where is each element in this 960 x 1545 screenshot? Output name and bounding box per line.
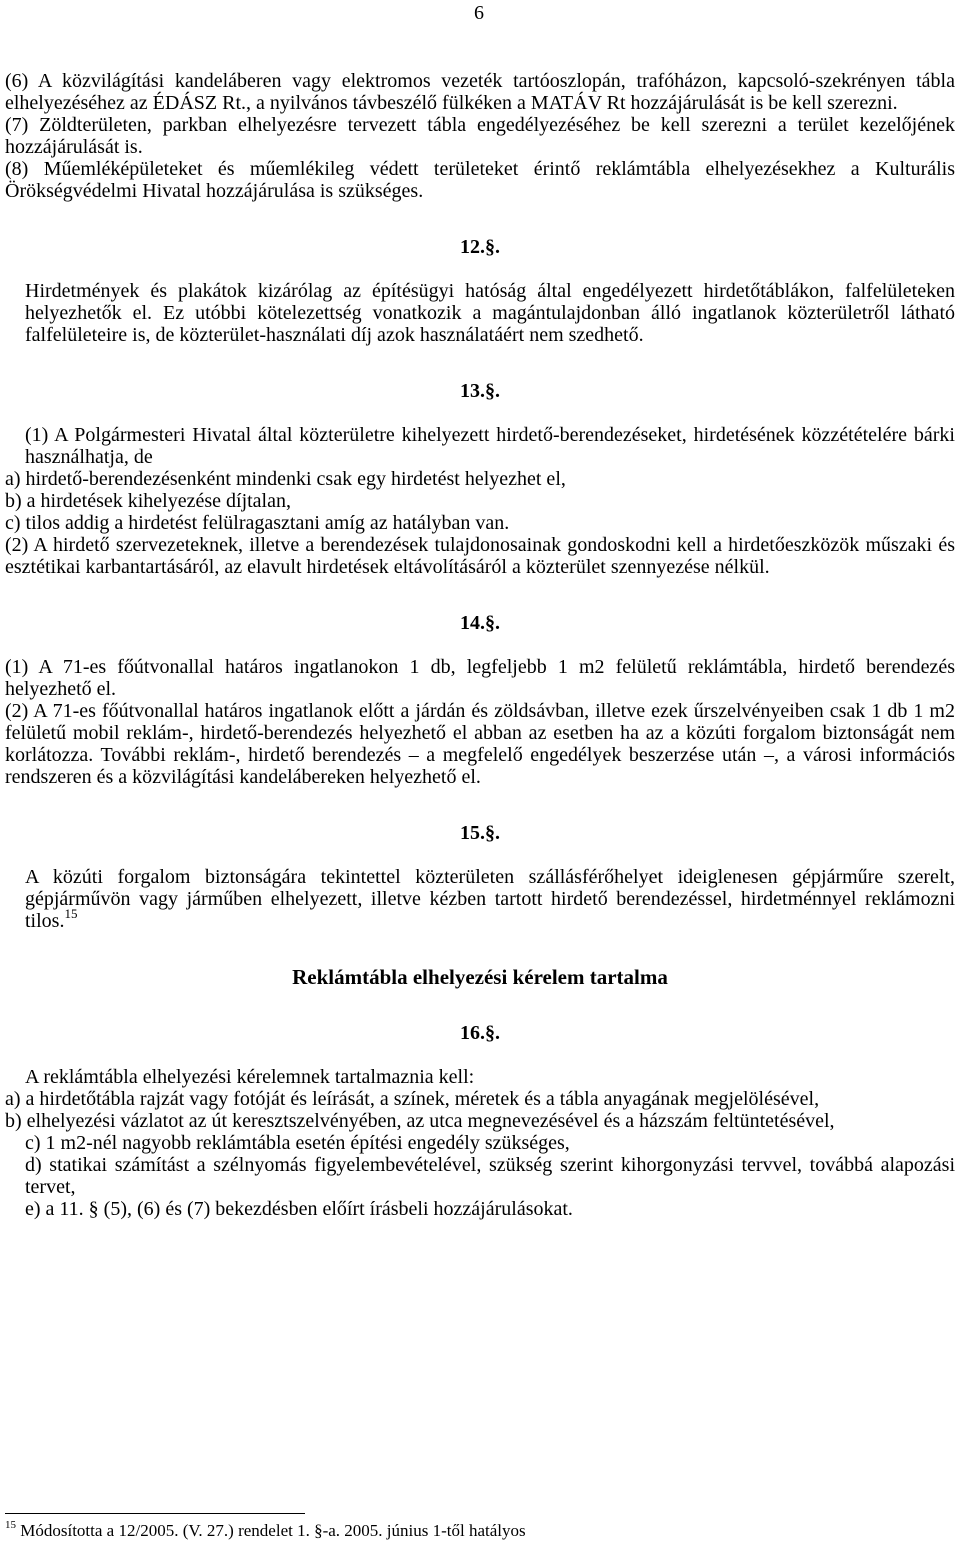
- paragraph-16-intro: A reklámtábla elhelyezési kérelemnek tartalmaznia kell:: [25, 1066, 475, 1088]
- paragraph-11-6: (6) A közvilágítási kandeláberen vagy elektromos vezeték tartóoszlopán, trafóházon, kapcsoló-szekrényen tábla elhelyezéséhez az ÉDÁSZ Rt., a nyilvános távbeszélő fülkéken a MATÁV Rt hozzájárulását is be kell szerezni.: [5, 70, 955, 114]
- paragraph-11-8: (8) Műemléképületeket és műemlékileg védett területeket érintő reklámtábla elhelyezésekhez a Kulturális Örökségvédelmi Hivatal hozzájárulása is szükséges.: [5, 158, 955, 202]
- item-16-b: b) elhelyezési vázlatot az út keresztszelvényében, az utca megnevezésével és a házszám feltüntetésével,: [5, 1110, 835, 1132]
- section-16-title: 16.§.: [460, 1022, 500, 1044]
- item-13-b: b) a hirdetések kihelyezése díjtalan,: [5, 490, 291, 512]
- paragraph-11-7: (7) Zöldterületen, parkban elhelyezésre tervezett tábla engedélyezéséhez be kell szerezni a terület kezelőjének hozzájárulását is.: [5, 114, 955, 158]
- paragraph-13-1: (1) A Polgármesteri Hivatal által közterületre kihelyezett hirdető-berendezéseket, hirdetésének közzétételére bárki használhatja, de: [25, 424, 955, 468]
- section-13-title: 13.§.: [460, 380, 500, 402]
- page-number: 6: [474, 2, 484, 24]
- paragraph-14-2: (2) A 71-es főútvonallal határos ingatlanok előtt a járdán és zöldsávban, illetve ezek űrszelvényeiben csak 1 db 1 m2 felületű mobil reklám-, hirdető-berendezés helyezhető el abban az esetben ha az a közúti forgalom biztonságát nem korlátozza. További reklám-, hirdető berendezés – a megfelelő engedélyek beszerzése után –, a városi információs rendszeren és a közvilágítási kandelábereken helyezhető el.: [5, 700, 955, 788]
- item-16-c: c) 1 m2-nél nagyobb reklámtábla esetén építési engedély szükséges,: [25, 1132, 570, 1154]
- item-16-a: a) a hirdetőtábla rajzát vagy fotóját és leírását, a színek, méretek és a tábla anyagának megjelölésével,: [5, 1088, 820, 1110]
- footnote-separator: [5, 1513, 305, 1514]
- item-13-c: c) tilos addig a hirdetést felülragasztani amíg az hatályban van.: [5, 512, 510, 534]
- footnote-number: 15: [5, 1519, 16, 1531]
- paragraph-14-1: (1) A 71-es főútvonallal határos ingatlanokon 1 db, legfeljebb 1 m2 felületű reklámtábla, hirdető berendezés helyezhető el.: [5, 656, 955, 700]
- item-16-d: d) statikai számítást a szélnyomás figyelembevételével, szükség szerint kihorgonyzási tervvel, továbbá alapozási tervet,: [25, 1154, 955, 1198]
- footnote-text: Módosította a 12/2005. (V. 27.) rendelet 1. §-a. 2005. június 1-től hatályos: [20, 1521, 526, 1540]
- section-15-title: 15.§.: [460, 822, 500, 844]
- footnote: [5, 1521, 526, 1541]
- paragraph-12: Hirdetmények és plakátok kizárólag az építésügyi hatóság által engedélyezett hirdetőtáblákon, falfelületeken helyezhetők el. Ez utóbbi kötelezettség vonatkozik a magántulajdonban álló ingatlanok közterületről látható falfelületeire is, de közterület-használati díj azok használatáért nem szedhető.: [25, 280, 955, 346]
- paragraph-13-2: (2) A hirdető szervezeteknek, illetve a berendezések tulajdonosainak gondoskodni kell a hirdetőeszközök műszaki és esztétikai karbantartásáról, az elavult hirdetések eltávolításáról a közterület szennyezése nélkül.: [5, 534, 955, 578]
- item-16-e: e) a 11. § (5), (6) és (7) bekezdésben előírt írásbeli hozzájárulásokat.: [25, 1198, 573, 1220]
- document-body: [5, 70, 955, 1220]
- paragraph-15-text: A közúti forgalom biztonságára tekintettel közterületen szállásférőhelyet ideiglenesen gépjárműre szerelt, gépjárművön vagy járműben elhelyezett, illetve kézben tartott hirdető berendezéssel, hirdetménnyel reklámozni tilos.: [25, 866, 955, 932]
- paragraph-15: [5, 866, 955, 932]
- footnote-ref-15[interactable]: 15: [64, 906, 78, 921]
- section-12-title: 12.§.: [460, 236, 500, 258]
- subheading: Reklámtábla elhelyezési kérelem tartalma: [292, 965, 668, 989]
- section-14-title: 14.§.: [460, 612, 500, 634]
- item-13-a: a) hirdető-berendezésenként mindenki csak egy hirdetést helyezhet el,: [5, 468, 566, 490]
